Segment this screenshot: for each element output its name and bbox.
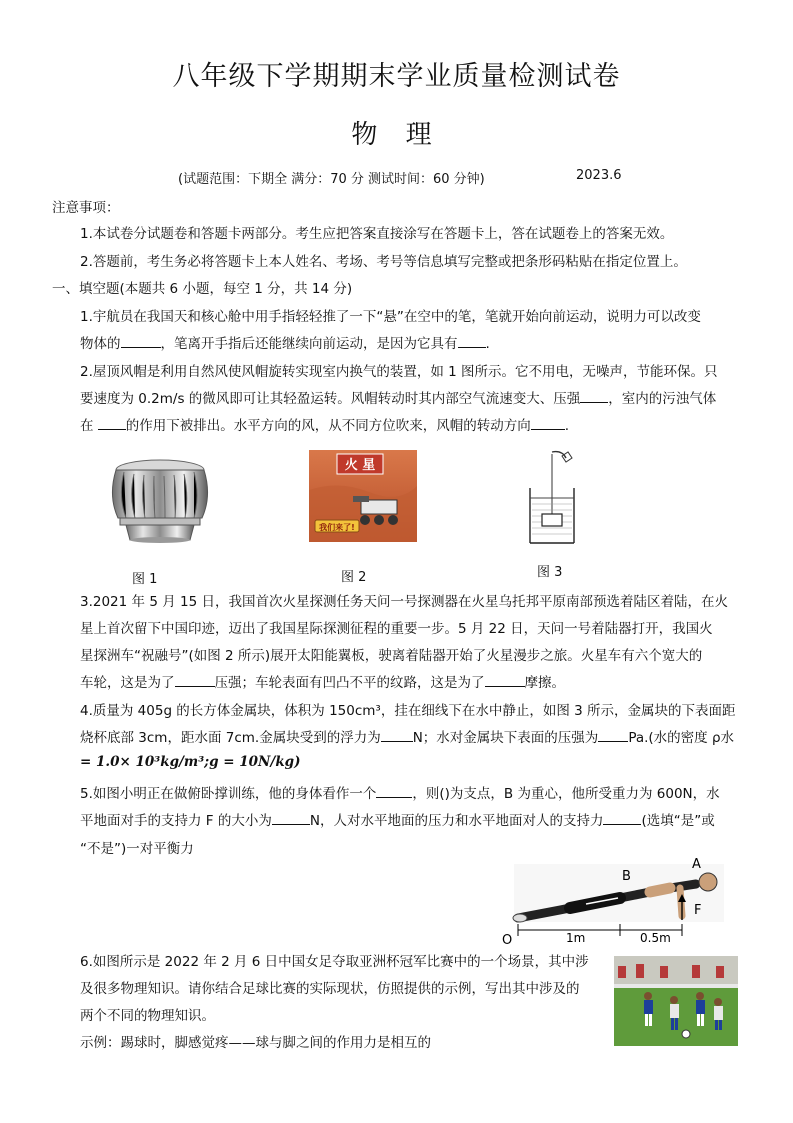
answer-blank[interactable]: [381, 729, 413, 742]
answer-blank[interactable]: [98, 417, 126, 430]
answer-blank[interactable]: [485, 674, 525, 687]
question-2-text-c: 在: [80, 418, 94, 434]
subject-title: 物 理: [351, 120, 442, 150]
question-5-line-2: [80, 809, 715, 829]
label-b: B: [622, 869, 631, 884]
question-2-text-a: 要速度为 0.2m/s 的微风即可让其轻盈运转。风帽转动时其内部空气流速变大、压强: [80, 391, 581, 407]
exam-title: 八年级下学期期末学业质量检测试卷: [172, 61, 621, 92]
question-1-line-2: [80, 332, 490, 352]
answer-blank[interactable]: [598, 729, 628, 742]
question-1-text-b: ，笔离开手指后还能继续向前运动，是因为它具有: [160, 336, 458, 352]
question-3-text-a: 车轮，这是为了: [80, 675, 175, 691]
question-1-text-a: 物体的: [80, 336, 121, 352]
beaker-diagram: [522, 448, 580, 548]
answer-blank[interactable]: [121, 335, 161, 348]
exam-date: 2023.6: [576, 168, 622, 183]
question-4-line-1: 4.质量为 405g 的长方体金属块，体积为 150cm³，挂在细线下在水中静止，如图 3 所示，金属块的下表面距: [80, 703, 736, 719]
question-6-example: 示例：踢球时，脚感觉疼——球与脚之间的作用力是相互的: [80, 1035, 431, 1051]
section-heading: 一、填空题(本题共 6 小题，每空 1 分，共 14 分): [52, 281, 353, 297]
question-3-line-3: 星探洲车“祝融号”(如图 2 所示)展开太阳能翼板，驶离着陆器开始了火星漫步之旅。火星车有六个宽大的: [80, 648, 703, 664]
figure-2-label: 图 2: [341, 570, 367, 585]
question-6-line-3: 两个不同的物理知识。: [80, 1008, 215, 1024]
answer-blank[interactable]: [272, 812, 310, 825]
question-4-text-c: Pa.(水的密度 ρ水: [628, 730, 735, 746]
question-5-text-a: 5.如图小明正在做俯卧撑训练，他的身体看作一个: [80, 786, 377, 802]
question-3-text-b: 压强；车轮表面有凹凸不平的纹路，这是为了: [214, 675, 485, 691]
label-a: A: [692, 858, 701, 872]
figure-2-title: 火 星: [344, 458, 376, 473]
question-4-text-b: N；水对金属块下表面的压强为: [412, 730, 599, 746]
answer-blank[interactable]: [531, 417, 565, 430]
question-4-line-2: [80, 726, 734, 746]
figure-2-caption: 我们来了!: [319, 523, 355, 532]
notes-heading: 注意事项：: [52, 200, 120, 216]
question-2-line-1: 2.屋顶风帽是利用自然风使风帽旋转实现室内换气的装置，如 1 图所示。它不用电，无噪声，节能环保。只: [80, 364, 718, 380]
notes-item-1: 1.本试卷分试题卷和答题卡两部分。考生应把答案直接涂写在答题卡上，答在试题卷上的答案无效。: [80, 226, 674, 242]
label-o: O: [502, 933, 513, 946]
roof-ventilator-image: [104, 456, 216, 544]
notes-item-2: 2.答题前，考生务必将答题卡上本人姓名、考场、考号等信息填写完整或把条形码粘贴在指定位置上。: [80, 254, 687, 270]
question-5-text-e: (选填“是”或: [641, 813, 715, 829]
question-4-text-a: 烧杯底部 3cm，距水面 7cm.金属块受到的浮力为: [80, 730, 381, 746]
question-3-line-4: [80, 671, 565, 691]
label-f: F: [694, 903, 702, 918]
question-3-text-c: 摩擦。: [524, 675, 565, 691]
distance-0-5m: 0.5m: [640, 931, 671, 945]
question-4-line-3: = 1.0× 10³kg/m³;g = 10N/kg): [80, 754, 301, 770]
answer-blank[interactable]: [603, 812, 641, 825]
question-5-text-d: N，人对水平地面的压力和水平地面对人的支持力: [309, 813, 604, 829]
question-2-line-2: [80, 387, 716, 407]
mars-rover-image: [309, 450, 417, 542]
question-5-text-c: 平地面对手的支持力 F 的大小为: [80, 813, 272, 829]
question-2-text-b: ，室内的污浊气体: [608, 391, 717, 407]
distance-1m: 1m: [566, 931, 586, 945]
question-2-line-3: [80, 414, 569, 434]
question-5-text-b: ，则()为支点，B 为重心，他所受重力为 600N，水: [412, 786, 720, 802]
answer-blank[interactable]: [175, 674, 215, 687]
question-5-line-1: [80, 782, 720, 802]
question-3-line-2: 星上首次留下中国印迹，迈出了我国星际探测征程的重要一步。5 月 22 日，天问一号着陆器打开，我国火: [80, 621, 713, 637]
figure-1-label: 图 1: [132, 572, 158, 587]
answer-blank[interactable]: [376, 785, 412, 798]
question-1-text-c: .: [485, 336, 490, 352]
figure-3-label: 图 3: [537, 565, 563, 580]
question-2-text-d: 的作用下被排出。水平方向的风，从不同方位吹来，风帽的转动方向: [125, 418, 531, 434]
question-3-line-1: 3.2021 年 5 月 15 日，我国首次火星探测任务天问一号探测器在火星乌托邦平原南部预选着陆区着陆，在火: [80, 594, 728, 610]
exam-info: (试题范围：下期全 满分：70 分 测试时间：60 分钟): [178, 172, 485, 187]
question-6-line-1: 6.如图所示是 2022 年 2 月 6 日中国女足夺取亚洲杯冠军比赛中的一个场景，其中涉: [80, 954, 589, 970]
pushup-diagram: [500, 858, 730, 946]
football-match-photo: [614, 956, 738, 1046]
question-6-line-2: 及很多物理知识。请你结合足球比赛的实际现状，仿照提供的示例，写出其中涉及的: [80, 981, 580, 997]
answer-blank[interactable]: [458, 335, 486, 348]
question-2-text-e: .: [564, 418, 570, 434]
answer-blank[interactable]: [580, 390, 608, 403]
question-5-line-3: “不是”)一对平衡力: [80, 841, 194, 857]
question-1-line-1: 1.宇航员在我国天和核心舱中用手指轻轻推了一下“悬”在空中的笔，笔就开始向前运动，说明力可以改变: [80, 309, 701, 325]
